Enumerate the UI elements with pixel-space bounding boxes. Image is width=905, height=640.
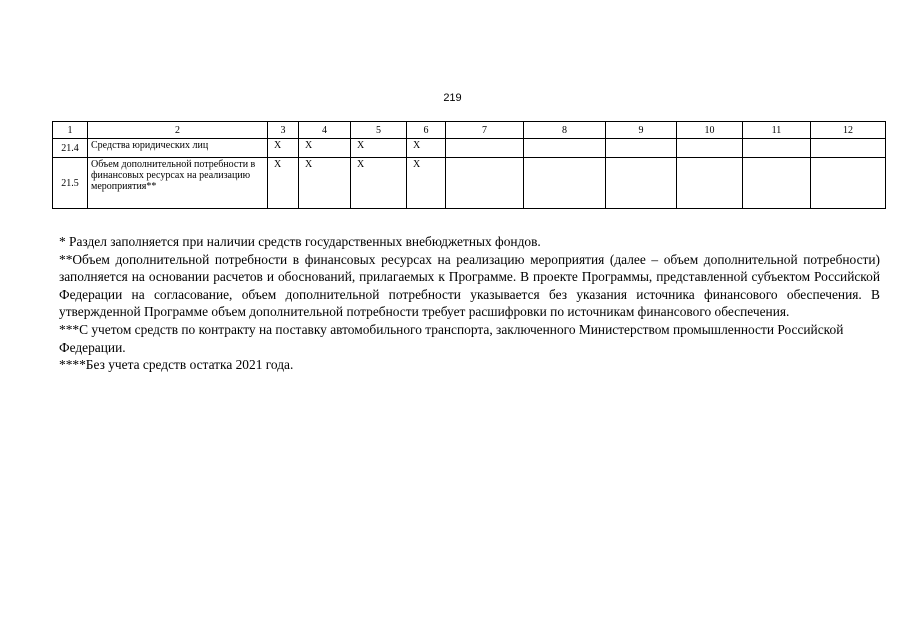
row-name: Объем дополнительной потребности в финансовых ресурсах на реализацию мероприятия** (88, 158, 268, 209)
x-mark: X (351, 158, 407, 209)
footnote-2: **Объем дополнительной потребности в финансовых ресурсах на реализацию мероприятия (далее – объем дополнительной потребности) заполняется на основании расчетов и обоснований, прилагаемых к Программе. В проекте Программы, представленной субъектом Российской Федерации на согласование, объем дополнительной потребности указывается без указания источника финансового обеспечения. В утвержденной Программе объем дополнительной потребности требует расшифровки по источникам финансового обеспечения. (59, 251, 880, 320)
column-header: 10 (677, 122, 743, 139)
x-mark: X (299, 158, 351, 209)
funding-table (52, 121, 886, 209)
table-header-row (53, 122, 886, 139)
row-code: 21.4 (53, 139, 88, 158)
footnote-4: ****Без учета средств остатка 2021 года. (59, 357, 294, 373)
empty-cell (446, 158, 524, 209)
empty-cell (811, 139, 886, 158)
column-header: 2 (88, 122, 268, 139)
empty-cell (743, 139, 811, 158)
column-header: 6 (407, 122, 446, 139)
x-mark: X (299, 139, 351, 158)
x-mark: X (407, 139, 446, 158)
column-header: 11 (743, 122, 811, 139)
column-header: 9 (606, 122, 677, 139)
x-mark: X (268, 158, 299, 209)
column-header: 1 (53, 122, 88, 139)
footnote-1: * Раздел заполняется при наличии средств государственных внебюджетных фондов. (59, 234, 541, 249)
empty-cell (446, 139, 524, 158)
empty-cell (677, 139, 743, 158)
column-header: 5 (351, 122, 407, 139)
empty-cell (811, 158, 886, 209)
x-mark: X (351, 139, 407, 158)
row-code: 21.5 (53, 158, 88, 209)
empty-cell (524, 139, 606, 158)
footnotes (59, 233, 880, 374)
footnote-3: ***С учетом средств по контракту на поставку автомобильного транспорта, заключенного Министерством промышленности Российской Федерации. (59, 321, 844, 355)
empty-cell (743, 158, 811, 209)
column-header: 8 (524, 122, 606, 139)
empty-cell (524, 158, 606, 209)
column-header: 3 (268, 122, 299, 139)
x-mark: X (407, 158, 446, 209)
row-name: Средства юридических лиц (88, 139, 268, 158)
table-row (53, 139, 886, 158)
table-row (53, 158, 886, 209)
empty-cell (606, 139, 677, 158)
column-header: 12 (811, 122, 886, 139)
empty-cell (677, 158, 743, 209)
column-header: 7 (446, 122, 524, 139)
empty-cell (606, 158, 677, 209)
x-mark: X (268, 139, 299, 158)
page-number: 219 (443, 92, 462, 104)
column-header: 4 (299, 122, 351, 139)
